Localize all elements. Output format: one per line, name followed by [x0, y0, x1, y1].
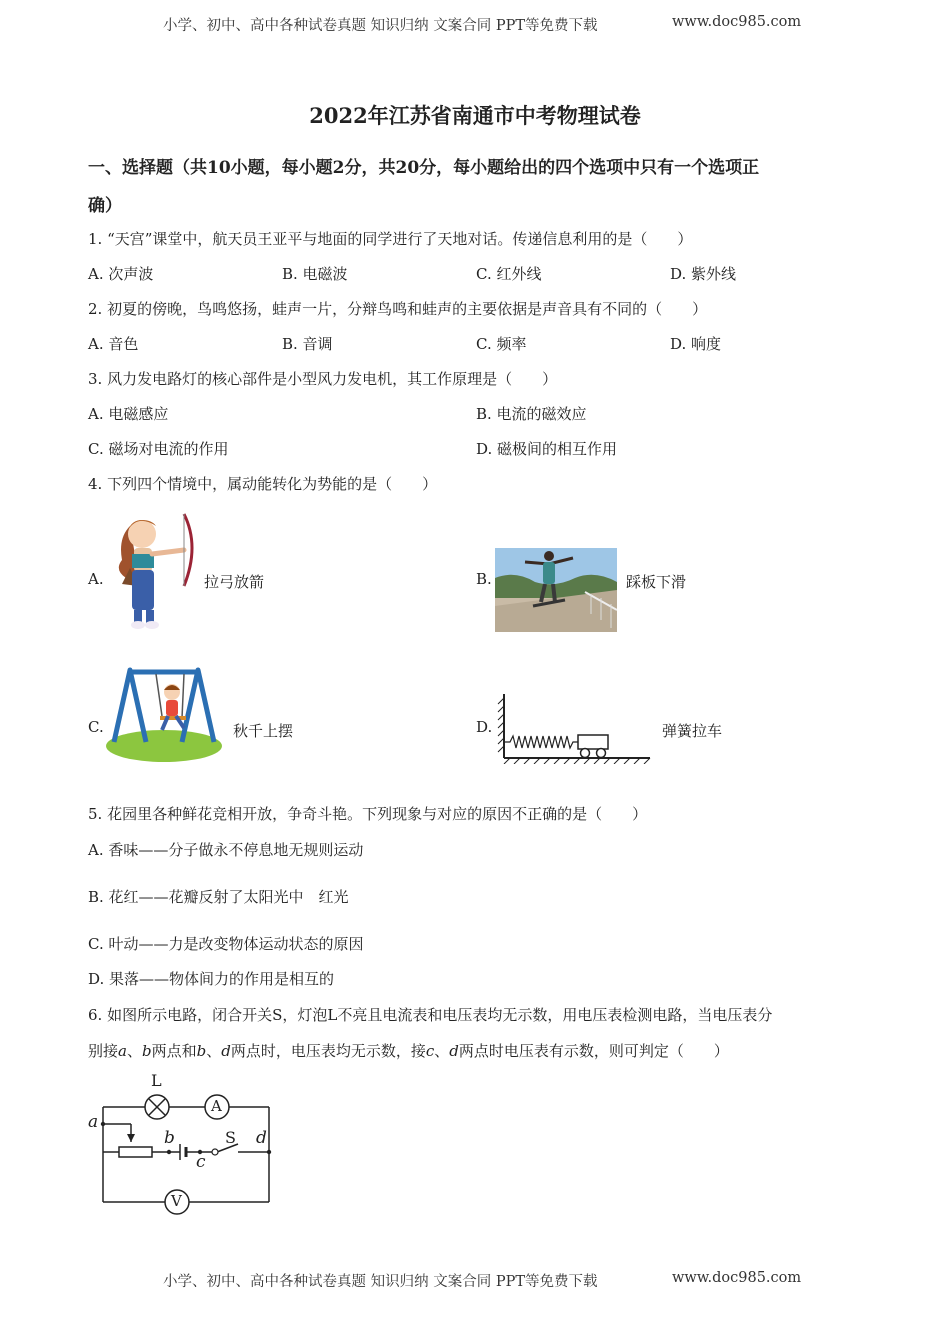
question-2-option-a[interactable]: A. 音色	[88, 335, 139, 353]
question-2-stem: 2. 初夏的傍晚，鸟鸣悠扬，蛙声一片，分辩鸟鸣和蛙声的主要依据是声音具有不同的（ ）	[88, 300, 708, 318]
question-2-option-c[interactable]: C. 频率	[476, 335, 527, 353]
question-6-stem-line1: 6. 如图所示电路，闭合开关S，灯泡L不亮且电流表和电压表均无示数，用电压表检测电路，当电压表分	[88, 1006, 773, 1024]
question-4-stem: 4. 下列四个情境中，属动能转化为势能的是（ ）	[88, 475, 438, 493]
question-1-stem: 1. “天宫”课堂中，航天员王亚平与地面的同学进行了天地对话。传递信息利用的是（ ）	[88, 230, 693, 248]
section-heading-line1: 一、选择题（共10小题，每小题2分，共20分，每小题给出的四个选项中只有一个选项正	[88, 158, 760, 178]
page-title: 2022年江苏省南通市中考物理试卷	[309, 103, 641, 128]
question-3-option-c[interactable]: C. 磁场对电流的作用	[88, 440, 229, 458]
skateboard-photo	[495, 548, 617, 632]
question-4-option-a-label[interactable]: A.	[88, 570, 104, 588]
circuit-label-point-d: d	[256, 1128, 267, 1148]
question-4-option-a-caption: 拉弓放箭	[204, 573, 265, 591]
question-1-option-d[interactable]: D. 紫外线	[670, 265, 737, 283]
question-3-option-a[interactable]: A. 电磁感应	[88, 405, 169, 423]
circuit-label-switch: S	[225, 1128, 236, 1147]
question-3-option-d[interactable]: D. 磁极间的相互作用	[476, 440, 618, 458]
circuit-label-point-c: c	[196, 1152, 206, 1172]
circuit-label-point-b: b	[164, 1128, 175, 1148]
circuit-label-voltmeter: V	[171, 1192, 182, 1210]
circuit-label-point-a: a	[88, 1112, 99, 1132]
question-3-stem: 3. 风力发电路灯的核心部件是小型风力发电机，其工作原理是（ ）	[88, 370, 558, 388]
question-5-option-c[interactable]: C. 叶动——力是改变物体运动状态的原因	[88, 935, 364, 953]
question-1-option-a[interactable]: A. 次声波	[88, 265, 154, 283]
question-4-option-b-caption: 踩板下滑	[626, 573, 687, 591]
question-3-option-b[interactable]: B. 电流的磁效应	[476, 405, 587, 423]
swing-illustration	[104, 664, 224, 764]
circuit-diagram	[84, 1070, 284, 1220]
question-6-stem-line2: 别接a、b两点和b、d两点时，电压表均无示数，接c、d两点时电压表有示数，则可判定（ ）	[88, 1042, 729, 1060]
question-5-option-b[interactable]: B. 花红——花瓣反射了太阳光中 红光	[88, 888, 349, 906]
question-1-option-b[interactable]: B. 电磁波	[282, 265, 348, 283]
question-4-option-c-caption: 秋千上摆	[233, 722, 294, 740]
page-footer-text: 小学、初中、高中各种试卷真题 知识归纳 文案合同 PPT等免费下载	[163, 1274, 598, 1290]
question-1-option-c[interactable]: C. 红外线	[476, 265, 542, 283]
question-4-option-d-label[interactable]: D.	[476, 718, 493, 736]
page-footer-url[interactable]: www.doc985.com	[672, 1270, 802, 1286]
question-5-option-d[interactable]: D. 果落——物体间力的作用是相互的	[88, 970, 335, 988]
question-2-option-d[interactable]: D. 响度	[670, 335, 722, 353]
page-header-text: 小学、初中、高中各种试卷真题 知识归纳 文案合同 PPT等免费下载	[163, 18, 598, 34]
section-heading-line2: 确）	[88, 196, 122, 216]
circuit-label-ammeter: A	[211, 1097, 222, 1115]
question-4-option-c-label[interactable]: C.	[88, 718, 104, 736]
question-5-option-a[interactable]: A. 香味——分子做永不停息地无规则运动	[88, 841, 364, 859]
question-4-option-b-label[interactable]: B.	[476, 570, 492, 588]
spring-cart-diagram	[496, 690, 654, 764]
question-2-option-b[interactable]: B. 音调	[282, 335, 333, 353]
archer-girl-illustration	[108, 508, 194, 630]
page-header-url[interactable]: www.doc985.com	[672, 14, 802, 30]
circuit-label-lamp: L	[151, 1071, 162, 1090]
question-4-option-d-caption: 弹簧拉车	[662, 722, 723, 740]
question-5-stem: 5. 花园里各种鲜花竞相开放，争奇斗艳。下列现象与对应的原因不正确的是（ ）	[88, 805, 648, 823]
